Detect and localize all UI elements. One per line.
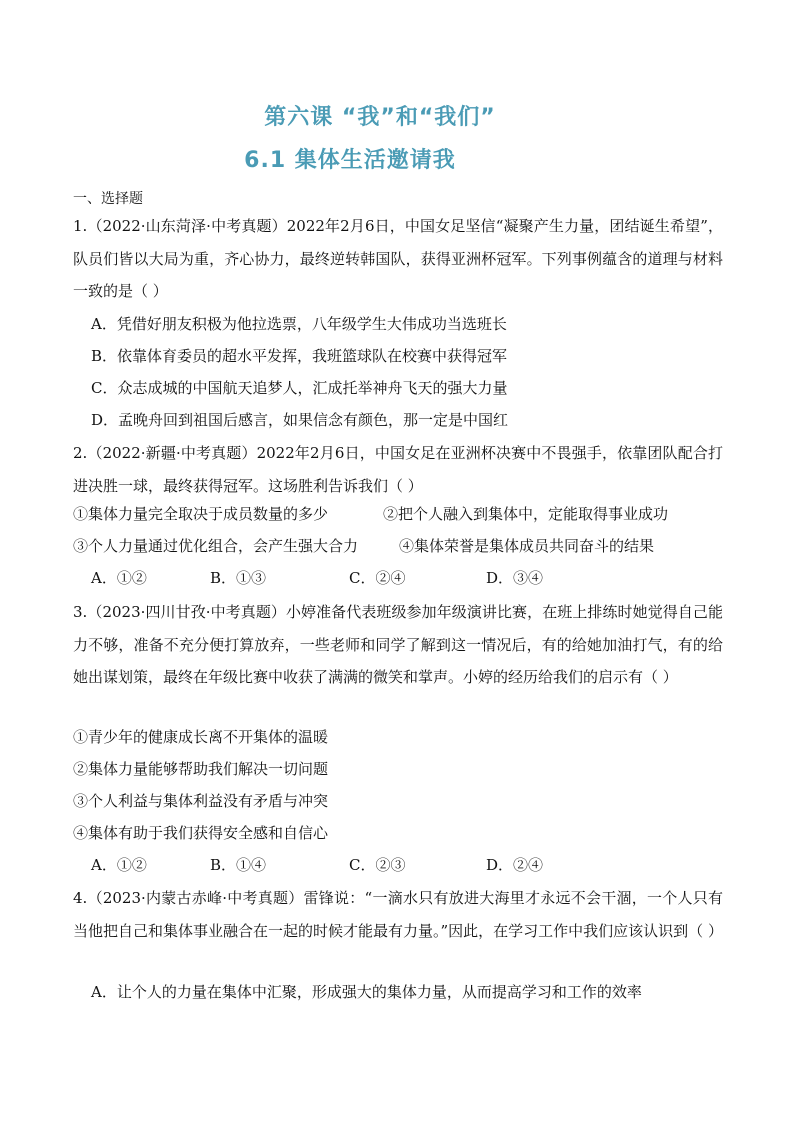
question-1-stem: 1.（2022·山东菏泽·中考真题）2022年2月6日，中国女足坚信“凝聚产生力量，团结诞生希望”，队员们皆以大局为重，齐心协力，最终逆转韩国队，获得亚洲杯冠军。下列事例蕴含的道理与材料一致的是（ ）	[73, 217, 723, 300]
question-4-option-a: A．让个人的力量在集体中汇聚，形成强大的集体力量，从而提高学习和工作的效率	[91, 983, 642, 1001]
question-4-stem: 4.（2023·内蒙古赤峰·中考真题）雷锋说：“一滴水只有放进大海里才永远不会干涸，一个人只有当他把自己和集体事业融合在一起的时候才能最有力量。”因此，在学习工作中我们应该认识到（ ）	[73, 889, 723, 940]
question-1-option-b: B．依靠体育委员的超水平发挥，我班篮球队在校赛中获得冠军	[91, 347, 508, 365]
question-3-statement-1: ①青少年的健康成长离不开集体的温暖	[73, 728, 329, 746]
question-2-choice-d: D．③④	[486, 569, 544, 587]
question-1-option-c: C．众志成城的中国航天追梦人，汇成托举神舟飞天的强大力量	[91, 379, 508, 397]
question-2-statement-1: ①集体力量完全取决于成员数量的多少	[73, 505, 329, 523]
question-2-statement-2: ②把个人融入到集体中，定能取得事业成功	[383, 505, 669, 523]
question-3-statement-3: ③个人利益与集体利益没有矛盾与冲突	[73, 792, 329, 810]
question-1-option-d: D．孟晚舟回到祖国后感言，如果信念有颜色，那一定是中国红	[91, 411, 509, 429]
question-2-statement-3: ③个人力量通过优化组合，会产生强大合力	[73, 537, 359, 555]
question-3-choice-c: C．②③	[349, 856, 406, 874]
question-3-statement-4: ④集体有助于我们获得安全感和自信心	[73, 824, 329, 842]
question-3-choice-b: B．①④	[210, 856, 267, 874]
question-3-statement-2: ②集体力量能够帮助我们解决一切问题	[73, 760, 329, 778]
question-2-choice-b: B．①③	[210, 569, 267, 587]
question-2-stem: 2.（2022·新疆·中考真题）2022年2月6日，中国女足在亚洲杯决赛中不畏强手，依靠团队配合打进决胜一球，最终获得冠军。这场胜利告诉我们（ ）	[73, 444, 723, 495]
question-2-choice-c: C．②④	[349, 569, 406, 587]
question-2-choice-a: A．①②	[91, 569, 147, 587]
question-1-option-a: A．凭借好朋友积极为他拉选票，八年级学生大伟成功当选班长	[91, 315, 507, 333]
question-2-statement-4: ④集体荣誉是集体成员共同奋斗的结果	[399, 537, 655, 555]
question-3-choice-a: A．①②	[91, 856, 147, 874]
page-subtitle: 6.1 集体生活邀请我	[244, 148, 456, 173]
page-title: 第六课 “我”和“我们”	[264, 105, 496, 130]
section-heading: 一、选择题	[73, 191, 143, 207]
question-3-stem: 3.（2023·四川甘孜·中考真题）小婷准备代表班级参加年级演讲比赛，在班上排练时她觉得自己能力不够，准备不充分便打算放弃，一些老师和同学了解到这一情况后，有的给她加油打气，有的给她出谋划策，最终在年级比赛中收获了满满的微笑和掌声。小婷的经历给我们的启示有（ ）	[73, 603, 723, 686]
question-3-choice-d: D．②④	[486, 856, 544, 874]
